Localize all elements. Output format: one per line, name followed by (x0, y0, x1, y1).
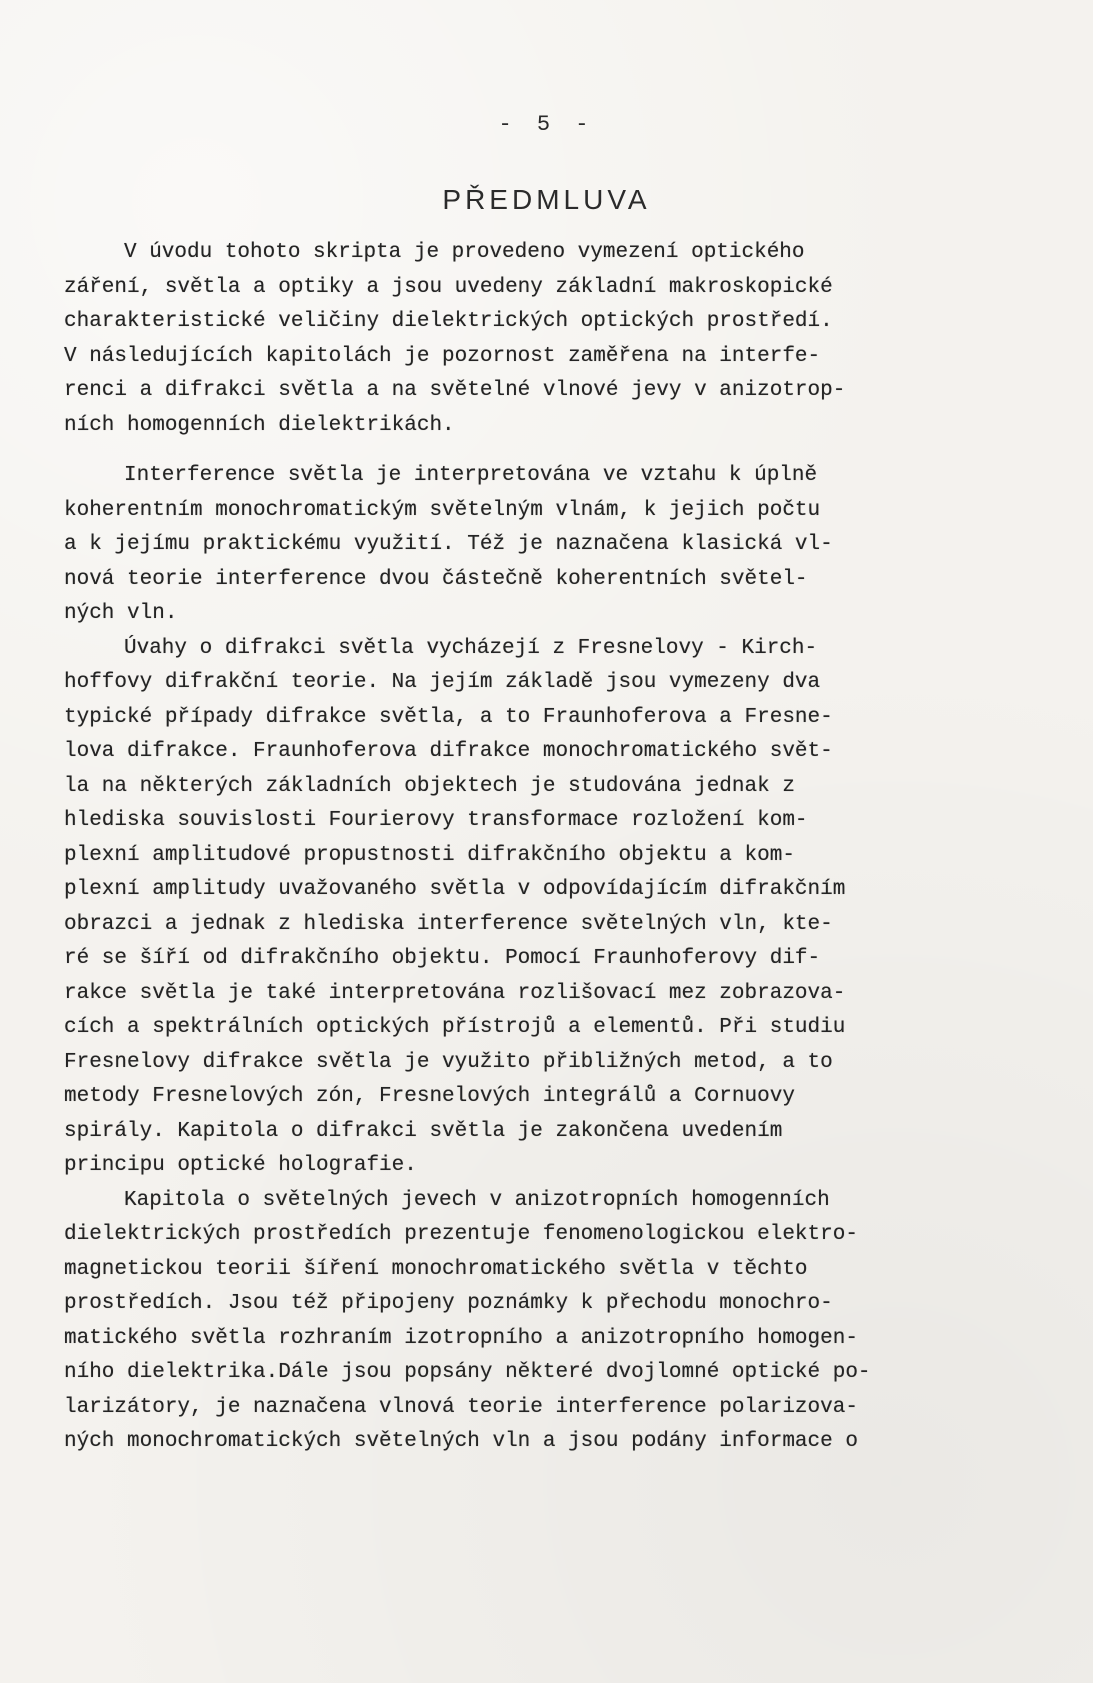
text-line: plexní amplitudy uvažovaného světla v odpovídajícím difrakčním (64, 878, 846, 901)
text-line: V následujících kapitolách je pozornost zaměřena na interfe- (64, 344, 821, 368)
text-line: principu optické holografie. (64, 1154, 417, 1177)
paragraph-intro (64, 236, 994, 443)
text-line: ných vln. (64, 602, 178, 625)
paragraph-interference (64, 459, 994, 632)
document-body (64, 236, 994, 1460)
text-line: ního dielektrika.Dále jsou popsány některé dvojlomné optické po- (64, 1361, 871, 1384)
text-line: Interference světla je interpretována ve vztahu k úplně (124, 464, 818, 487)
text-line: V úvodu tohoto skripta je provedeno vymezení optického (124, 241, 805, 264)
text-line: renci a difrakci světla a na světelné vlnové jevy v anizotrop- (64, 379, 846, 402)
text-line: typické případy difrakce světla, a to Fraunhoferova a Fresne- (64, 705, 833, 729)
text-line: prostředích. Jsou též připojeny poznámky k přechodu monochro- (64, 1292, 833, 1315)
text-line: a k jejímu praktickému využití. Též je naznačena klasická vl- (64, 533, 833, 556)
text-line: larizátory, je naznačena vlnová teorie interference polarizova- (64, 1395, 858, 1419)
text-line: hoffovy difrakční teorie. Na jejím základě jsou vymezeny dva (64, 671, 821, 694)
paragraph-diffraction (64, 632, 994, 1184)
text-line: Kapitola o světelných jevech v anizotropních homogenních (124, 1188, 830, 1212)
text-line: koherentním monochromatickým světelným vlnám, k jejich počtu (64, 498, 821, 522)
text-line: charakteristické veličiny dielektrických optických prostředí. (64, 310, 833, 333)
text-line: Úvahy o difrakci světla vycházejí z Fresnelovy - Kirch- (124, 636, 818, 660)
text-line: ré se šíří od difrakčního objektu. Pomocí Fraunhoferovy dif- (64, 947, 821, 970)
text-line: dielektrických prostředích prezentuje fenomenologickou elektro- (64, 1223, 858, 1246)
text-line: nová teorie interference dvou částečně koherentních světel- (64, 567, 808, 591)
text-line: metody Fresnelových zón, Fresnelových integrálů a Cornuovy (64, 1085, 795, 1108)
text-line: spirály. Kapitola o difrakci světla je zakončena uvedením (64, 1119, 783, 1143)
text-line: la na některých základních objektech je studována jednak z (64, 774, 795, 798)
text-line: obrazci a jednak z hlediska interference světelných vln, kte- (64, 912, 833, 936)
page-number: - 5 - (498, 112, 595, 137)
text-line: lova difrakce. Fraunhoferova difrakce monochromatického svět- (64, 740, 833, 763)
text-line: ných monochromatických světelných vln a jsou podány informace o (64, 1430, 858, 1453)
page-title: PŘEDMLUVA (442, 184, 651, 215)
text-line: plexní amplitudové propustnosti difrakčního objektu a kom- (64, 843, 795, 867)
text-line: Fresnelovy difrakce světla je využito přibližných metod, a to (64, 1050, 833, 1074)
paragraph-anisotropy (64, 1184, 994, 1460)
text-line: hlediska souvislosti Fourierovy transformace rozložení kom- (64, 809, 808, 832)
text-line: ních homogenních dielektrikách. (64, 413, 455, 437)
text-line: magnetickou teorii šíření monochromatického světla v těchto (64, 1257, 808, 1281)
text-line: záření, světla a optiky a jsou uvedeny základní makroskopické (64, 275, 833, 299)
text-line: cích a spektrálních optických přístrojů a elementů. Při studiu (64, 1016, 846, 1039)
text-line: matického světla rozhraním izotropního a anizotropního homogen- (64, 1326, 858, 1350)
text-line: rakce světla je také interpretována rozlišovací mez zobrazova- (64, 981, 846, 1005)
